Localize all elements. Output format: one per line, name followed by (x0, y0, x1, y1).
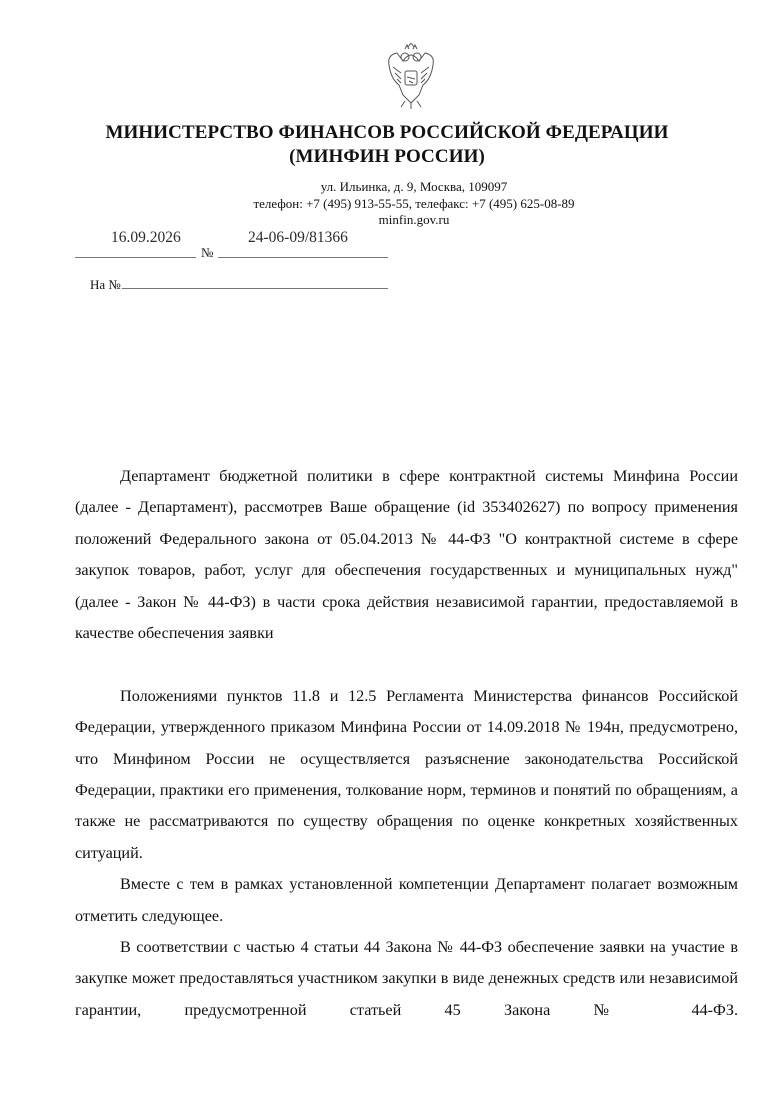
document-date: 16.09.2026 (111, 229, 181, 246)
ministry-name-line: МИНИСТЕРСТВО ФИНАНСОВ РОССИЙСКОЙ ФЕДЕРАЦИИ (105, 122, 669, 143)
ministry-title (0, 121, 774, 169)
reply-to-label: На № (90, 277, 121, 292)
address-block (0, 179, 774, 229)
document-number: 24-06-09/81366 (248, 229, 348, 246)
ministry-short-name: (МИНФИН РОССИИ) (289, 146, 485, 167)
paragraph: Департамент бюджетной политики в сфере контрактной системы Минфина России (далее - Департамент), рассмотрев Ваше обращение (id 353402627) по вопросу применения положений Федерального закона от 05.04.2013 № 44-ФЗ "О контрактной системе в сфере закупок товаров, работ, услуг для обеспечения государственных и муниципальных нужд" (далее - Закон № 44-ФЗ) в части срока действия независимой гарантии, предоставляемой в качестве обеспечения заявки (75, 467, 738, 643)
date-underline (75, 257, 196, 258)
phone-line: телефон: +7 (495) 913-55-55, телефакс: +7 (495) 625-08-89 (253, 195, 575, 211)
number-underline (218, 257, 388, 258)
address-line: ул. Ильинка, д. 9, Москва, 109097 (320, 179, 508, 194)
number-sign: № (201, 245, 214, 260)
paragraph: В соответствии с частью 4 статьи 44 Закона № 44-ФЗ обеспечение заявки на участие в закупке может предоставляться участником закупки в виде денежных средств или независимой гарантии, предусмотренной статьей 45 Закона № 44-ФЗ. (75, 938, 738, 1019)
paragraph: Вместе с тем в рамках установленной компетенции Департамент полагает возможным отметить следующее. (75, 875, 738, 925)
letter-body (75, 461, 738, 1026)
reply-to-underline (122, 288, 388, 289)
website: minfin.gov.ru (378, 212, 450, 227)
russian-coat-of-arms-icon (383, 43, 439, 111)
paragraph: Положениями пунктов 11.8 и 12.5 Регламента Министерства финансов Российской Федерации, утвержденного приказом Минфина России от 14.09.2018 № 194н, предусмотрено, что Минфином России не осуществляется разъяснение законодательства Российской Федерации, практики его применения, толкование норм, терминов и понятий по обращениям, а также не рассматриваются по существу обращения по оценке конкретных хозяйственных ситуаций. (75, 686, 738, 862)
